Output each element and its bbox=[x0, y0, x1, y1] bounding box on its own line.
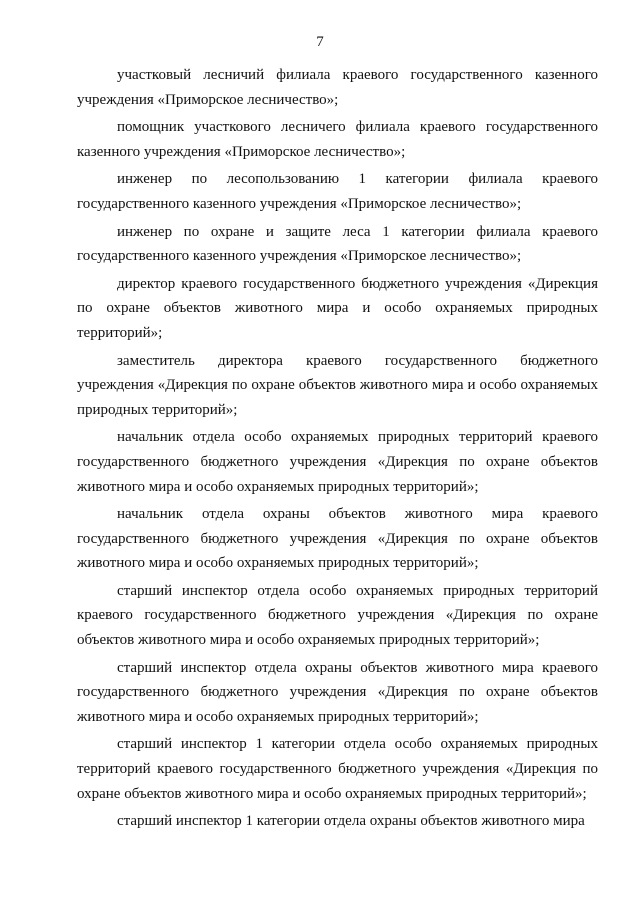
document-body bbox=[77, 63, 598, 837]
page-number: 7 bbox=[316, 34, 324, 50]
paragraph-10: старший инспектор отдела охраны объектов животного мира краевого государственного бюджетного учреждения «Дирекция по охране объектов животного мира и особо охраняемых природных территорий»; bbox=[77, 659, 598, 725]
paragraph-5: директор краевого государственного бюджетного учреждения «Дирекция по охране объектов животного мира и особо охраняемых природных территорий»; bbox=[77, 275, 598, 341]
paragraph-8: начальник отдела охраны объектов животного мира краевого государственного бюджетного учреждения «Дирекция по охране объектов животного мира и особо охраняемых природных территорий»; bbox=[77, 506, 598, 572]
paragraph-7: начальник отдела особо охраняемых природных территорий краевого государственного бюджетного учреждения «Дирекция по охране объектов животного мира и особо охраняемых природных территорий»; bbox=[77, 429, 598, 495]
paragraph-12: старший инспектор 1 категории отдела охраны объектов животного мира bbox=[117, 813, 585, 830]
paragraph-3: инженер по лесопользованию 1 категории филиала краевого государственного казенного учреждения «Приморское лесничество»; bbox=[77, 171, 598, 212]
paragraph-4: инженер по охране и защите леса 1 категории филиала краевого государственного казенного учреждения «Приморское лесничество»; bbox=[77, 223, 598, 265]
paragraph-9: старший инспектор отдела особо охраняемых природных территорий краевого государственного бюджетного учреждения «Дирекция по охране объектов животного мира и особо охраняемых природных территорий»; bbox=[77, 582, 598, 649]
paragraph-11: старший инспектор 1 категории отдела особо охраняемых природных территорий краевого государственного бюджетного учреждения «Дирекция по охране объектов животного мира и особо охраняемых природных территорий»; bbox=[77, 736, 598, 802]
paragraph-2: помощник участкового лесничего филиала краевого государственного казенного учреждения «Приморское лесничество»; bbox=[77, 119, 598, 160]
paragraph-1: участковый лесничий филиала краевого государственного казенного учреждения «Приморское лесничество»; bbox=[77, 67, 598, 108]
paragraph-6: заместитель директора краевого государственного бюджетного учреждения «Дирекция по охране объектов животного мира и особо охраняемых природных территорий»; bbox=[77, 352, 598, 418]
